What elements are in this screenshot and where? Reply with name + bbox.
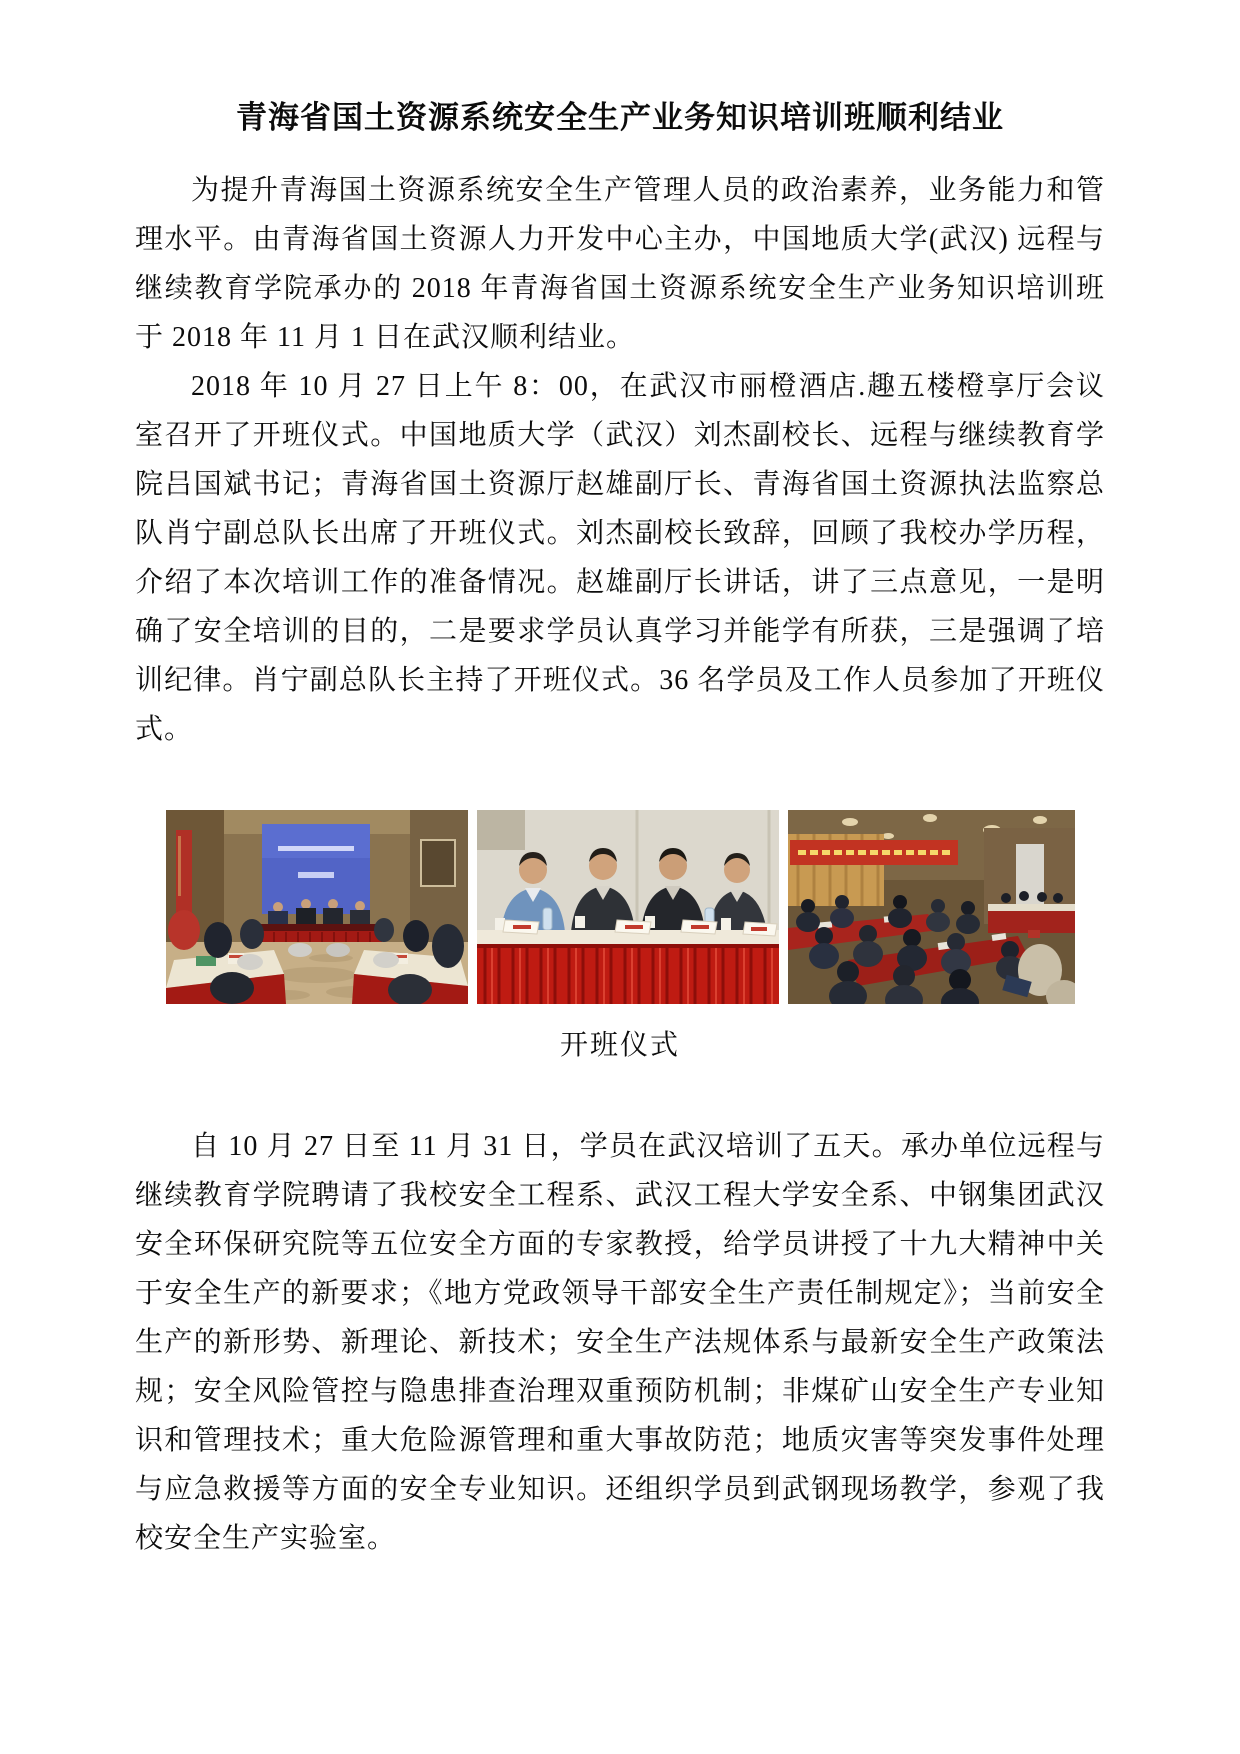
paragraph-training-content: 自 10 月 27 日至 11 月 31 日，学员在武汉培训了五天。承办单位远程与继续教育学院聘请了我校安全工程系、武汉工程大学安全系、中钢集团武汉安全环保研究院等五位安全方面的专家教授，给学员讲授了十九大精神中关于安全生产的新要求；《地方党政领导干部安全生产责任制规定》；当前安全生产的新形势、新理论、新技术；安全生产法规体系与最新安全生产政策法规；安全风险管控与隐患排查治理双重预防机制；非煤矿山安全生产专业知识和管理技术；重大危险源管理和重大事故防范；地质灾害等突发事件处理与应急救援等方面的安全专业知识。还组织学员到武钢现场教学，参观了我校安全生产实验室。 (135, 1131, 1105, 1554)
paragraph-opening-ceremony: 2018 年 10 月 27 日上午 8：00，在武汉市丽橙酒店.趣五楼橙享厅会议室召开了开班仪式。中国地质大学（武汉）刘杰副校长、远程与继续教育学院吕国斌书记；青海省国土资源厅赵雄副厅长、青海省国土资源执法监察总队肖宁副总队长出席了开班仪式。刘杰副校长致辞，回顾了我校办学历程，介绍了本次培训工作的准备情况。赵雄副厅长讲话，讲了三点意见，一是明确了安全培训的目的，二是要求学员认真学习并能学有所获，三是强调了培训纪律。肖宁副总队长主持了开班仪式。36 名学员及工作人员参加了开班仪式。 (135, 371, 1105, 745)
photo-head-table (477, 810, 779, 1004)
photo-audience (788, 810, 1075, 1004)
photo-meeting-room (166, 810, 468, 1004)
paragraph-intro: 为提升青海国土资源系统安全生产管理人员的政治素养，业务能力和管理水平。由青海省国土资源人力开发中心主办，中国地质大学(武汉) 远程与继续教育学院承办的 2018 年青海省国土资源系统安全生产业务知识培训班于 2018 年 11 月 1 日在武汉顺利结业。 (135, 175, 1105, 353)
page-title: 青海省国土资源系统安全生产业务知识培训班顺利结业 (236, 100, 1004, 135)
photo-row (0, 810, 1240, 1004)
photo-caption: 开班仪式 (559, 1030, 680, 1061)
